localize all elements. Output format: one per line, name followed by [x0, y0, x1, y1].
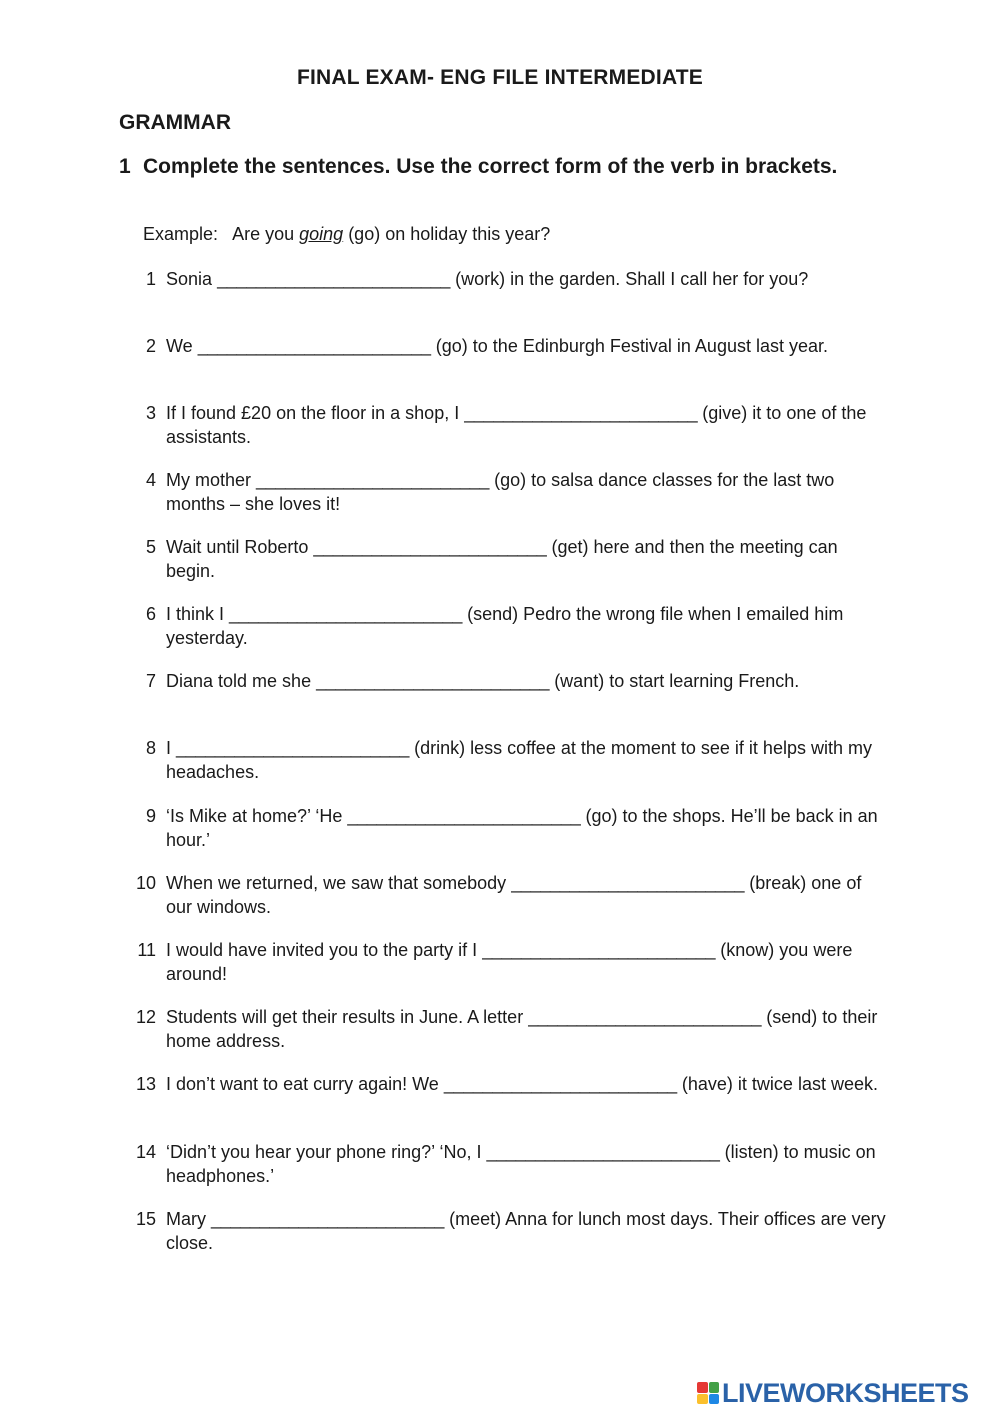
answer-blank[interactable]: ________________________ [197, 336, 431, 356]
question-number: 15 [135, 1209, 156, 1229]
question-text [166, 535, 890, 583]
question-after: (get) here and then the meeting can begin. [166, 537, 838, 581]
question-before: I would have invited you to the party if I [166, 940, 478, 960]
question-before: I think I [166, 604, 225, 624]
question-after: (work) in the garden. Shall I call her for you? [455, 269, 809, 289]
question-number: 12 [135, 1007, 156, 1027]
question-before: My mother [166, 470, 252, 490]
question-text [166, 401, 890, 449]
question-before: I don’t want to eat curry again! We [166, 1074, 439, 1094]
question-before: Wait until Roberto [166, 537, 309, 557]
question-number: 6 [145, 604, 156, 624]
answer-blank[interactable]: ________________________ [347, 806, 581, 826]
question-text [166, 1140, 890, 1188]
answer-blank[interactable]: ________________________ [316, 671, 550, 691]
answer-blank[interactable]: ________________________ [256, 470, 490, 490]
brand-name: LIVEWORKSHEETS [722, 1377, 969, 1408]
example-before: Are you [232, 224, 295, 244]
question-after: (want) to start learning French. [554, 671, 800, 691]
question-number: 13 [135, 1074, 156, 1094]
question-number: 7 [145, 671, 156, 691]
question-text [166, 602, 890, 650]
question-before: I [166, 738, 172, 758]
question-number: 5 [145, 537, 156, 557]
question-text [166, 1072, 890, 1096]
question-after: (have) it twice last week. [681, 1074, 878, 1094]
question-after: (know) you were around! [166, 940, 853, 984]
question-before: Sonia [166, 269, 213, 289]
answer-blank[interactable]: ________________________ [443, 1074, 677, 1094]
page-title: FINAL EXAM- ENG FILE INTERMEDIATE [297, 66, 703, 89]
question-number: 9 [145, 806, 156, 826]
answer-blank[interactable]: ________________________ [464, 403, 698, 423]
question-number: 11 [137, 940, 156, 960]
liveworksheets-logo [697, 1378, 969, 1408]
task-instruction: Complete the sentences. Use the correct form of the verb in brackets. [143, 155, 838, 178]
question-before: Mary [166, 1209, 206, 1229]
question-after: (go) to salsa dance classes for the last two months – she loves it! [166, 470, 835, 514]
question-after: (listen) to music on headphones.’ [166, 1142, 876, 1186]
answer-blank[interactable]: ________________________ [229, 604, 463, 624]
question-after: (give) it to one of the assistants. [166, 403, 867, 447]
question-number: 2 [145, 336, 156, 356]
question-number: 10 [135, 873, 156, 893]
question-after: (meet) Anna for lunch most days. Their offices are very close. [166, 1209, 886, 1253]
answer-blank[interactable]: ________________________ [176, 738, 410, 758]
question-after: (send) Pedro the wrong file when I emailed him yesterday. [166, 604, 844, 648]
question-before: Students will get their results in June. A letter [166, 1007, 524, 1027]
question-after: (go) to the Edinburgh Festival in August last year. [435, 336, 829, 356]
question-before: If I found £20 on the floor in a shop, I [166, 403, 460, 423]
question-number: 8 [145, 738, 156, 758]
question-number: 14 [135, 1142, 156, 1162]
question-before: We [166, 336, 193, 356]
question-before: ‘Didn’t you hear your phone ring?’ ‘No, I [166, 1142, 482, 1162]
example-after: (go) on holiday this year? [348, 224, 551, 244]
section-heading: GRAMMAR [119, 111, 231, 134]
question-text [166, 871, 890, 919]
question-text [166, 267, 890, 291]
answer-blank[interactable]: ________________________ [313, 537, 547, 557]
question-after: (go) to the shops. He’ll be back in an hour.’ [166, 806, 878, 850]
example-answer: going [299, 224, 344, 244]
answer-blank[interactable]: ________________________ [511, 873, 745, 893]
question-before: Diana told me she [166, 671, 312, 691]
answer-blank[interactable]: ________________________ [486, 1142, 720, 1162]
example-sentence [143, 224, 550, 245]
question-after: (break) one of our windows. [166, 873, 862, 917]
question-text [166, 804, 890, 852]
question-before: ‘Is Mike at home?’ ‘He [166, 806, 343, 826]
answer-blank[interactable]: ________________________ [211, 1209, 445, 1229]
question-before: When we returned, we saw that somebody [166, 873, 507, 893]
answer-blank[interactable]: ________________________ [217, 269, 451, 289]
question-text [166, 669, 890, 693]
answer-blank[interactable]: ________________________ [482, 940, 716, 960]
answer-blank[interactable]: ________________________ [528, 1007, 762, 1027]
question-text [166, 1207, 890, 1255]
question-text [166, 938, 890, 986]
question-number: 1 [145, 269, 156, 289]
question-after: (send) to their home address. [166, 1007, 878, 1051]
task-number: 1 [119, 155, 131, 178]
question-text [166, 468, 890, 516]
question-number: 3 [145, 403, 156, 423]
question-text [166, 334, 890, 358]
question-text [166, 1005, 890, 1053]
example-label: Example: [143, 224, 219, 244]
question-text [166, 736, 890, 784]
question-after: (drink) less coffee at the moment to see if it helps with my headaches. [166, 738, 872, 782]
question-number: 4 [145, 470, 156, 490]
liveworksheets-icon [697, 1382, 719, 1404]
